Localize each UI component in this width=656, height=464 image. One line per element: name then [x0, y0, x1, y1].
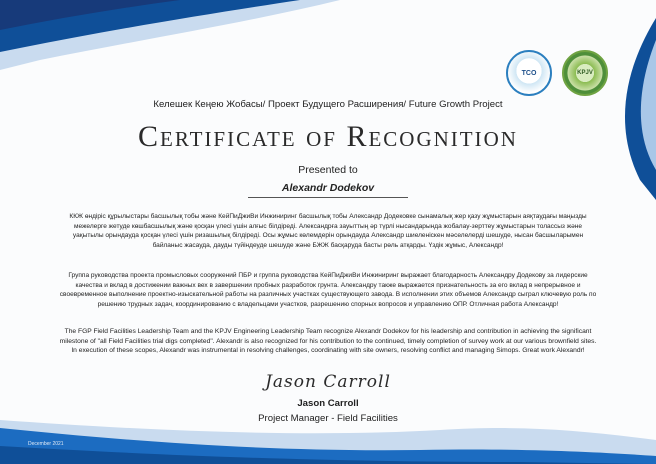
- certificate-date: December 2021: [28, 441, 64, 447]
- tco-logo-icon: TCO: [506, 50, 552, 96]
- presented-to-label: Presented to: [298, 164, 358, 176]
- recipient-name: Alexandr Dodekov: [281, 182, 375, 194]
- signer-title: Project Manager - Field Facilities: [258, 413, 398, 424]
- kazakh-paragraph: ККЖ өндірі​с құрылыстары басшылық тобы және КейПиДжиВи Инжиниринг басшылық тобы Александр Додековке сынамалық жер қазу жұмыстарын аяқтаудағы маңызды межелерге жетуде көшбасшылық және қосқан үлесі үшін алғыс білдіреді. Александрға зауыттың әр түрлі нысандарында жобалау-зерттеу жұмыстарын толассыз және уақытылы орындауда қосқан үлесі үшін ризашылық білдіреді. Осы жұмыс көлемдерін орындауда Александр шиеленіскен мәселелерді шешуде, нысан басшыларымен байланыс жасауда, дауды түйіндеуде шешуде және БЖЖ басқаруда басты рөль атқарды. Үздік жұмыс, Александр!: [69, 213, 587, 249]
- logo-group: [506, 50, 608, 96]
- russian-paragraph: Группа руководства проекта промысловых сооружений ПБР и группа руководства КейПиДжиВи Инжиниринг выражает благодарность Александру Додекову за лидерские качества и вклад в достижении важных вех в завершении пробных разработок грунта. Александру также выражается признательность за его вклад в непрерывное и своевременное выполнение проектно-изыскательной работы на различных участках существующего завода. В исполнении этих объемов Александр сыграл ключевую роль по решению трудных задач, координированию с владельцами участков, разрешению спорных вопросов и управлению ОПР. Отличная работа Александр!: [59, 272, 597, 308]
- recipient-underline: [248, 197, 408, 198]
- english-paragraph: The FGP Field Facilities Leadership Team and the KPJV Engineering Leadership Team recognize Alexandr Dodekov for his leadership and contribution in achieving the significant milestone of "all Field Facilities trial digs completed". Alexandr is also recognized for his contribution to the continued, timely completion of survey work at our various brownfield sites. In execution of these scopes, Alexandr was instrumental in resolving challenges, coordinating with site owners, resolving conflict and managing Simops. Great work Alexandr!: [59, 328, 597, 355]
- certificate-title: Certificate of Recognition: [138, 120, 518, 153]
- handwritten-signature: Jason Carroll: [265, 372, 391, 392]
- signer-name: Jason Carroll: [297, 398, 359, 409]
- kpjv-seal-icon: KPJV: [562, 50, 608, 96]
- project-line: Келешек Кеңею Жобасы/ Проект Будущего Расширения/ Future Growth Project: [153, 99, 503, 110]
